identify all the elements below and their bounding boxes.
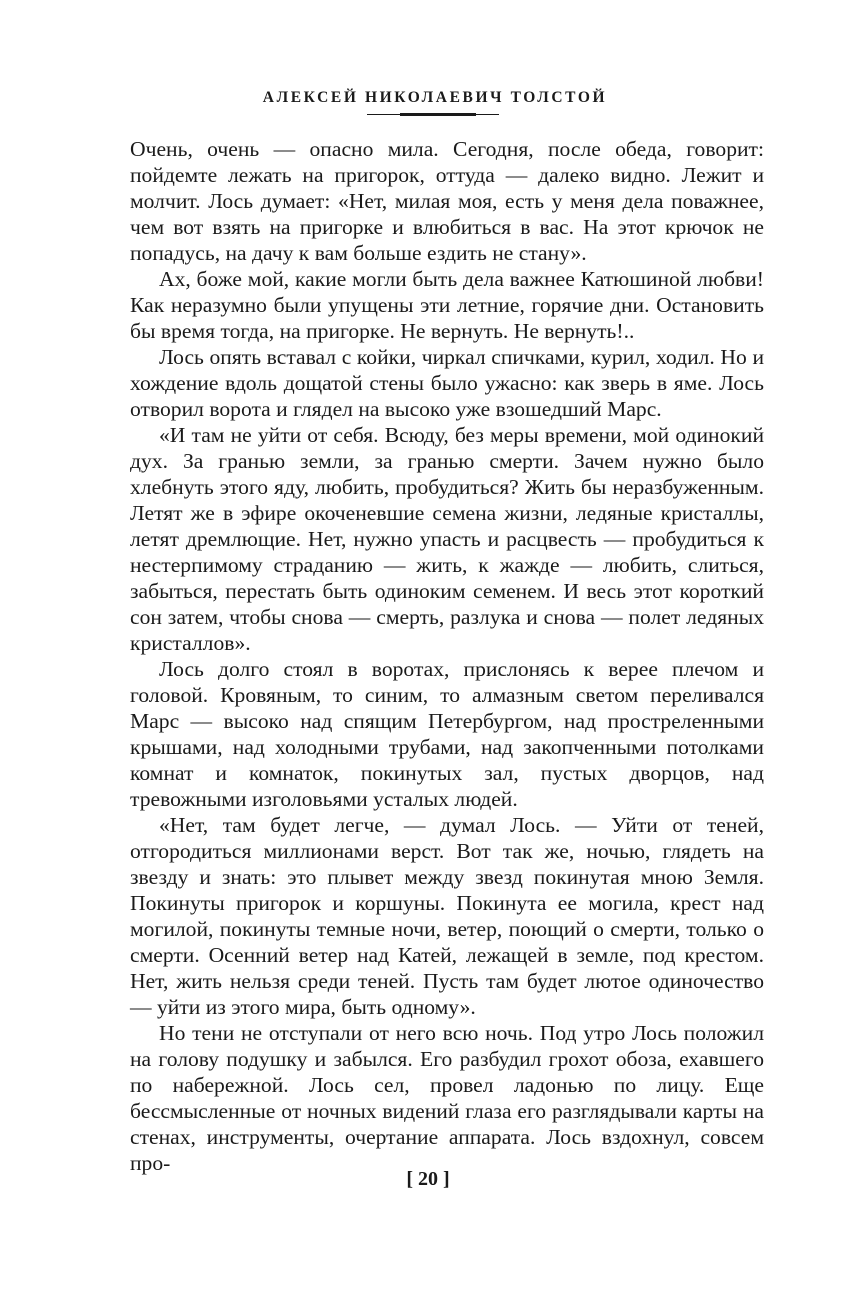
page-number: [ 20 ] xyxy=(406,1168,450,1190)
paragraph: Ах, боже мой, какие могли быть дела важнее Катюшиной любви! Как неразумно были упущены эти летние, горячие дни. Остановить бы время тогда, на пригорке. Не вернуть. Не вернуть!.. xyxy=(130,267,764,343)
header-rule-thick xyxy=(400,113,476,116)
running-head-author: АЛЕКСЕЙ НИКОЛАЕВИЧ ТОЛСТОЙ xyxy=(262,89,608,106)
paragraph: Лось опять вставал с койки, чиркал спичками, курил, ходил. Но и хождение вдоль дощатой стены было ужасно: как зверь в яме. Лось отворил ворота и глядел на высоко уже взошедший Марс. xyxy=(130,345,764,421)
body-text xyxy=(130,136,764,1176)
paragraph: Лось долго стоял в воротах, прислонясь к верее плечом и головой. Кровяным, то синим, то алмазным светом переливался Марс — высоко над спящим Петербургом, над простреленными крышами, над холодными трубами, над закопченными потолками комнат и комнаток, покинутых зал, пустых дворцов, над тревожными изголовьями усталых людей. xyxy=(130,657,764,811)
paragraph: Очень, очень — опасно мила. Сегодня, после обеда, говорит: пойдемте лежать на пригорок, оттуда — далеко видно. Лежит и молчит. Лось думает: «Нет, милая моя, есть у меня дела поважнее, чем вот взять на пригорке и влюбиться в вас. На этот крючок не попадусь, на дачу к вам больше ездить не стану». xyxy=(130,137,764,265)
paragraph: Но тени не отступали от него всю ночь. Под утро Лось положил на голову подушку и забылся. Его разбудил грохот обоза, ехавшего по набережной. Лось сел, провел ладонью по лицу. Еще бессмысленные от ночных видений глаза его разглядывали карты на стенах, инструменты, очертание аппарата. Лось вздохнул, совсем про- xyxy=(130,1021,764,1175)
paragraph: «И там не уйти от себя. Всюду, без меры времени, мой одинокий дух. За гранью земли, за гранью смерти. Зачем нужно было хлебнуть этого яду, любить, пробудиться? Жить бы неразбуженным. Летят же в эфире окоченевшие семена жизни, ледяные кристаллы, летят дремлющие. Нет, нужно упасть и расцвесть — пробудиться к нестерпимому страданию — жить, к жажде — любить, слиться, забыться, перестать быть одиноким семенем. И весь этот короткий сон затем, чтобы снова — смерть, разлука и снова — полет ледяных кристаллов». xyxy=(130,423,764,655)
paragraph: «Нет, там будет легче, — думал Лось. — Уйти от теней, отгородиться миллионами верст. Вот так же, ночью, глядеть на звезду и знать: это плывет между звезд покинутая мною Земля. Покинуты пригорок и коршуны. Покинута ее могила, крест над могилой, покинуты темные ночи, ветер, поющий о смерти, только о смерти. Осенний ветер над Катей, лежащей в земле, под крестом. Нет, жить нельзя среди теней. Пусть там будет лютое одиночество — уйти из этого мира, быть одному». xyxy=(130,813,764,1019)
